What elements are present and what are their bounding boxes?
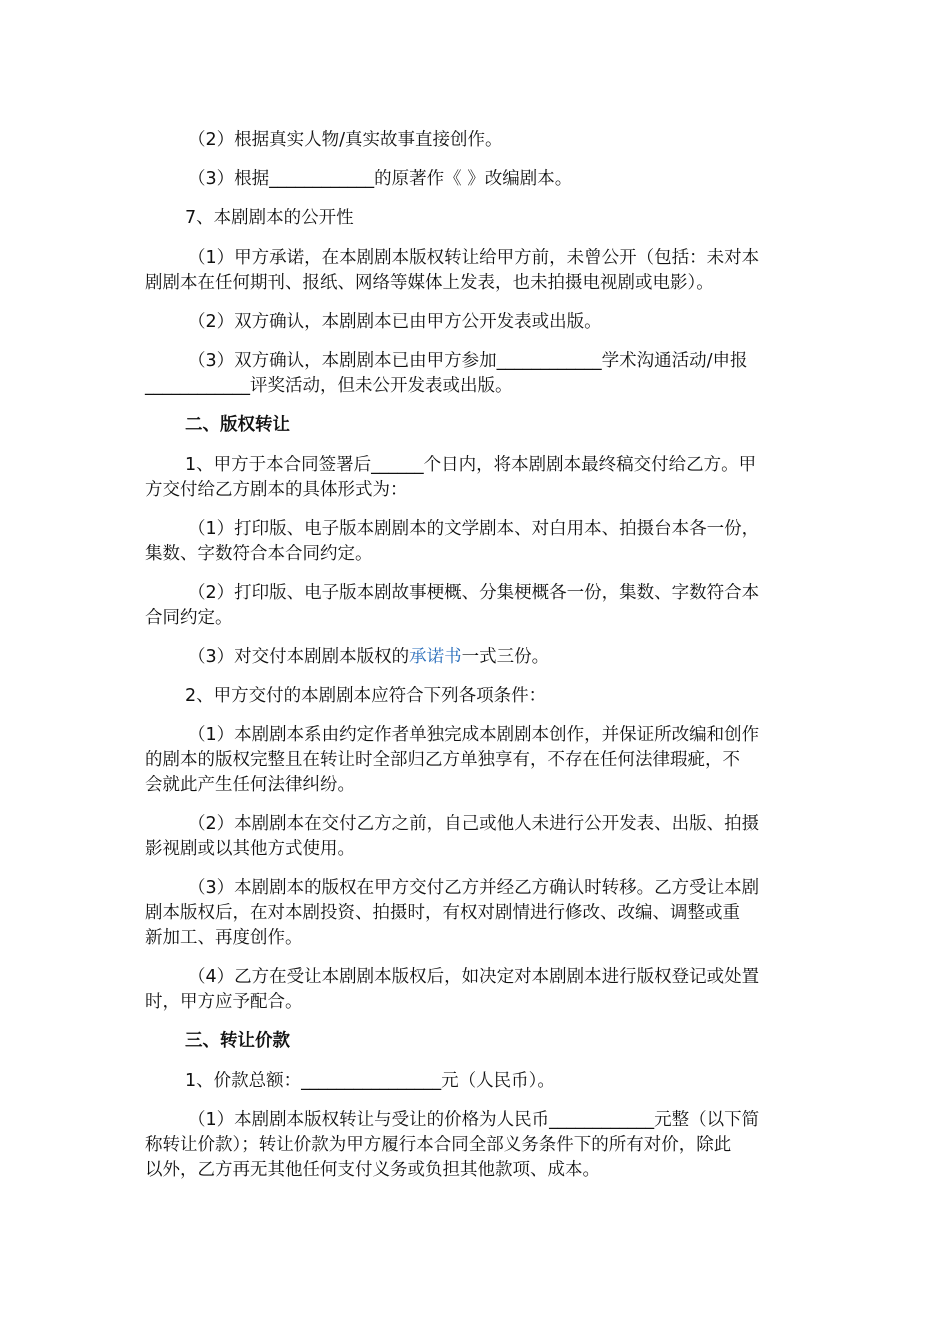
- paragraph-line: 以外，乙方再无其他任何支付义务或负担其他款项、成本。: [145, 1160, 600, 1180]
- paragraph-line: （3）双方确认，本剧剧本已由甲方参加____________学术沟通活动/申报: [188, 351, 748, 371]
- paragraph-line: [188, 645, 549, 669]
- paragraph-line: 时，甲方应予配合。: [145, 992, 303, 1012]
- paragraph-line: 影视剧或以其他方式使用。: [145, 839, 355, 859]
- text-segment: 一式三份。: [461, 647, 550, 667]
- paragraph-line: 1、甲方于本合同签署后______个日内，将本剧剧本最终稿交付给乙方。甲: [185, 455, 757, 475]
- section-item-heading: 7、本剧剧本的公开性: [185, 208, 354, 228]
- paragraph-line: 新加工、再度创作。: [145, 928, 303, 948]
- paragraph-line: 1、价款总额：________________元（人民币）。: [185, 1071, 555, 1091]
- paragraph-line: （1）打印版、电子版本剧剧本的文学剧本、对白用本、拍摄台本各一份，: [188, 519, 760, 539]
- paragraph-line: 剧本版权后，在对本剧投资、拍摄时，有权对剧情进行修改、改编、调整或重: [145, 903, 740, 923]
- paragraph-line: 剧剧本在任何期刊、报纸、网络等媒体上发表，也未拍摄电视剧或电影）。: [145, 273, 714, 293]
- paragraph-line: （3）根据____________的原著作《 》改编剧本。: [188, 169, 573, 189]
- commitment-letter-link[interactable]: 承诺书: [409, 647, 462, 667]
- paragraph-line: ____________评奖活动，但未公开发表或出版。: [145, 376, 513, 396]
- paragraph-line: （2）打印版、电子版本剧故事梗概、分集梗概各一份，集数、字数符合本: [188, 583, 760, 603]
- paragraph-line: （2）根据真实人物/真实故事直接创作。: [188, 130, 503, 150]
- paragraph-line: （2）双方确认，本剧剧本已由甲方公开发表或出版。: [188, 312, 602, 332]
- paragraph-line: 称转让价款）；转让价款为甲方履行本合同全部义务条件下的所有对价，除此: [145, 1135, 732, 1155]
- section-item-heading: 2、甲方交付的本剧剧本应符合下列各项条件：: [185, 686, 547, 706]
- text-segment: （3）对交付本剧剧本版权的: [188, 647, 410, 667]
- section-heading: 二、版权转让: [185, 415, 290, 435]
- paragraph-line: 合同约定。: [145, 608, 233, 628]
- paragraph-line: 集数、字数符合本合同约定。: [145, 544, 373, 564]
- paragraph-line: 会就此产生任何法律纠纷。: [145, 775, 355, 795]
- paragraph-line: （1）本剧剧本系由约定作者单独完成本剧剧本创作，并保证所改编和创作: [188, 725, 760, 745]
- paragraph-line: 的剧本的版权完整且在转让时全部归乙方单独享有，不存在任何法律瑕疵，不: [145, 750, 740, 770]
- paragraph-line: （1）本剧剧本版权转让与受让的价格为人民币____________元整（以下简: [188, 1110, 760, 1130]
- paragraph-line: （4）乙方在受让本剧剧本版权后，如决定对本剧剧本进行版权登记或处置: [188, 967, 760, 987]
- paragraph-line: （1）甲方承诺，在本剧剧本版权转让给甲方前，未曾公开（包括：未对本: [188, 248, 760, 268]
- paragraph-line: 方交付给乙方剧本的具体形式为：: [145, 480, 408, 500]
- paragraph-line: （3）本剧剧本的版权在甲方交付乙方并经乙方确认时转移。乙方受让本剧: [188, 878, 760, 898]
- section-heading: 三、转让价款: [185, 1031, 290, 1051]
- paragraph-line: （2）本剧剧本在交付乙方之前，自己或他人未进行公开发表、出版、拍摄: [188, 814, 760, 834]
